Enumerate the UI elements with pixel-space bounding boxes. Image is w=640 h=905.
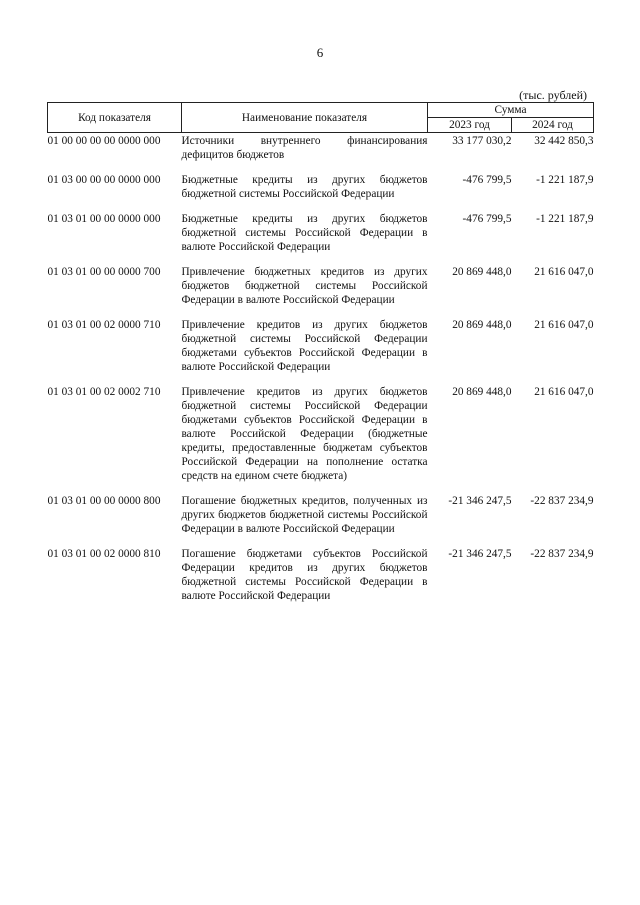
row-value-2024: 21 616 047,0 xyxy=(534,266,594,278)
budget-sources-table xyxy=(47,102,594,613)
table-row xyxy=(48,384,594,493)
units-note: (тыс. рублей) xyxy=(519,88,587,102)
row-value-2023: -476 799,5 xyxy=(462,174,512,186)
row-value-2023: -476 799,5 xyxy=(462,213,512,225)
row-name: Бюджетные кредиты из других бюджетов бюджетной системы Российской Федерации xyxy=(181,174,428,200)
row-value-2024: -1 221 187,9 xyxy=(536,174,594,186)
table-row xyxy=(48,546,594,613)
row-value-2023: 20 869 448,0 xyxy=(452,386,512,398)
row-name: Погашение бюджетных кредитов, полученных из других бюджетов бюджетной системы Российской Федерации в валюте Российской Федерации xyxy=(181,495,428,535)
header-name: Наименование показателя xyxy=(182,103,428,133)
header-code: Код показателя xyxy=(48,103,182,133)
row-value-2024: -1 221 187,9 xyxy=(536,213,594,225)
header-year-2024: 2024 год xyxy=(512,118,594,133)
row-code: 01 03 01 00 02 0000 810 xyxy=(47,548,161,560)
row-value-2023: 20 869 448,0 xyxy=(452,266,512,278)
row-value-2023: -21 346 247,5 xyxy=(448,495,512,507)
table-row xyxy=(48,264,594,317)
table-row xyxy=(48,317,594,384)
table-row xyxy=(48,493,594,546)
header-year-2023: 2023 год xyxy=(428,118,512,133)
row-value-2023: 33 177 030,2 xyxy=(452,135,512,147)
table-row xyxy=(48,172,594,211)
row-name: Источники внутреннего финансирования дефицитов бюджетов xyxy=(181,135,428,161)
row-code: 01 00 00 00 00 0000 000 xyxy=(47,135,161,147)
header-sum: Сумма xyxy=(428,103,594,118)
row-value-2023: 20 869 448,0 xyxy=(452,319,512,331)
row-name: Привлечение бюджетных кредитов из других бюджетов бюджетной системы Российской Федерации в валюте Российской Федерации xyxy=(181,266,428,306)
row-value-2023: -21 346 247,5 xyxy=(448,548,512,560)
row-value-2024: 32 442 850,3 xyxy=(534,135,594,147)
row-name: Привлечение кредитов из других бюджетов бюджетной системы Российской Федерации бюджетами субъектов Российской Федерации в валюте Российской Федерации xyxy=(181,319,428,373)
row-code: 01 03 01 00 00 0000 000 xyxy=(47,213,161,225)
page-number: 6 xyxy=(316,45,324,60)
row-code: 01 03 01 00 02 0000 710 xyxy=(47,319,161,331)
row-value-2024: 21 616 047,0 xyxy=(534,386,594,398)
row-code: 01 03 00 00 00 0000 000 xyxy=(47,174,161,186)
row-value-2024: 21 616 047,0 xyxy=(534,319,594,331)
row-value-2024: -22 837 234,9 xyxy=(530,548,594,560)
row-value-2024: -22 837 234,9 xyxy=(530,495,594,507)
row-name: Бюджетные кредиты из других бюджетов бюджетной системы Российской Федерации в валюте Российской Федерации xyxy=(181,213,428,253)
row-code: 01 03 01 00 00 0000 700 xyxy=(47,266,161,278)
row-code: 01 03 01 00 00 0000 800 xyxy=(47,495,161,507)
table-row xyxy=(48,211,594,264)
table-row xyxy=(48,133,594,173)
row-name: Привлечение кредитов из других бюджетов бюджетной системы Российской Федерации бюджетами субъектов Российской Федерации в валюте Российской Федерации (бюджетные кредиты, предоставленные бюджетам субъектов Российской Федерации на пополнение остатка средств на едином счете бюджета) xyxy=(181,386,428,482)
row-code: 01 03 01 00 02 0002 710 xyxy=(47,386,161,398)
row-name: Погашение бюджетами субъектов Российской Федерации кредитов из других бюджетов бюджетной системы Российской Федерации в валюте Российской Федерации xyxy=(181,548,428,602)
